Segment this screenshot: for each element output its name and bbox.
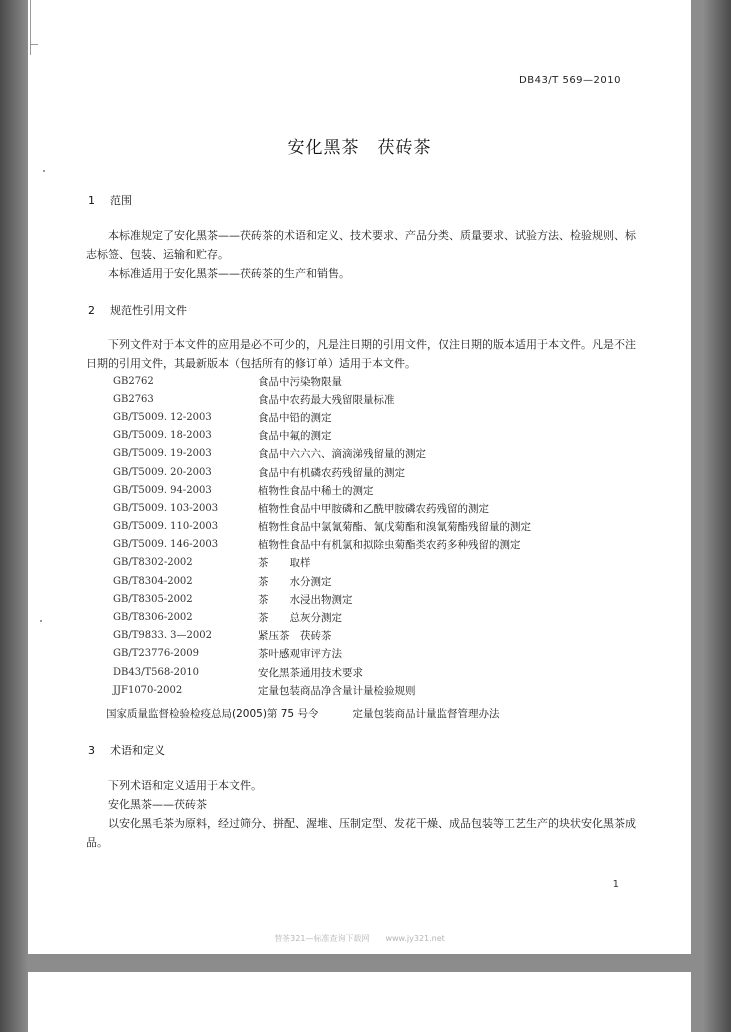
reference-item [113, 518, 653, 536]
reference-code: 国家质量监督检验检疫总局(2005)第 75 号令 [106, 708, 319, 720]
section-heading-normative [88, 302, 187, 318]
reference-title: 定量包装商品计量监督管理办法 [352, 708, 500, 720]
reference-title: 安化黑茶通用技术要求 [258, 666, 363, 679]
reference-code: GB/T8304-2002 [113, 575, 193, 587]
reference-title: 食品中六六六、滴滴涕残留量的测定 [258, 448, 426, 461]
reference-code: GB/T8305-2002 [113, 593, 193, 605]
reference-item [113, 554, 653, 572]
reference-item [113, 627, 653, 645]
reference-code: GB/T23776-2009 [113, 648, 200, 660]
reference-title: 植物性食品中有机氯和拟除虫菊酯类农药多种残留的测定 [258, 539, 521, 552]
reference-item [113, 390, 653, 408]
reference-item [113, 645, 653, 663]
reference-item [113, 408, 653, 426]
reference-code: GB/T5009. 12-2003 [113, 411, 212, 423]
reference-item [113, 463, 653, 481]
paragraph: 本标准规定了安化黑茶——茯砖茶的术语和定义、技术要求、产品分类、质量要求、试验方法、检验规则、标志标签、包装、运输和贮存。 [86, 229, 636, 261]
reference-code: GB/T8302-2002 [113, 557, 193, 569]
reference-code: GB2763 [113, 393, 154, 405]
reference-title: 茶 取样 [258, 557, 311, 570]
reference-item [113, 499, 653, 517]
paragraph: 下列术语和定义适用于本文件。 [108, 779, 262, 792]
reference-item [113, 572, 653, 590]
next-page [28, 972, 691, 1032]
document-page [28, 0, 691, 954]
section-number: 1 [88, 194, 95, 207]
reference-title: 食品中氟的测定 [258, 430, 332, 443]
reference-title: 食品中污染物限量 [258, 375, 342, 388]
reference-list [113, 372, 653, 699]
scan-speck [43, 170, 45, 172]
reference-code: GB/T5009. 18-2003 [113, 430, 212, 442]
reference-title: 定量包装商品净含量计量检验规则 [258, 684, 416, 697]
reference-item [113, 663, 653, 681]
section-number: 2 [88, 304, 95, 317]
reference-code: GB/T8306-2002 [113, 612, 193, 624]
reference-code: GB/T5009. 19-2003 [113, 448, 212, 460]
reference-item [113, 445, 653, 463]
reference-title: 茶 水浸出物测定 [258, 593, 353, 606]
reference-item [113, 681, 653, 699]
scan-speck [40, 620, 42, 622]
reference-item [113, 536, 653, 554]
document-title: 安化黑茶 茯砖茶 [287, 138, 432, 158]
reference-code: GB/T5009. 146-2003 [113, 539, 219, 551]
reference-code: GB/T5009. 20-2003 [113, 466, 212, 478]
reference-title: 紧压茶 茯砖茶 [258, 630, 332, 643]
page-number: 1 [612, 879, 619, 890]
reference-item [113, 608, 653, 626]
reference-title: 食品中铅的测定 [258, 411, 332, 424]
reference-code: JJF1070-2002 [113, 684, 183, 696]
margin-mark [30, 44, 38, 45]
section-number: 3 [88, 744, 95, 757]
section-title: 术语和定义 [110, 744, 165, 757]
reference-code: GB/T5009. 103-2003 [113, 502, 219, 514]
reference-code: GB/T9833. 3—2002 [113, 630, 212, 642]
reference-code: GB/T5009. 94-2003 [113, 484, 212, 496]
watermark: 替茶321—标准查询下载网 www.jy321.net [274, 934, 445, 943]
reference-item [113, 590, 653, 608]
reference-title: 茶 水分测定 [258, 575, 332, 588]
term-definition: 以安化黑毛茶为原料，经过筛分、拼配、渥堆、压制定型、发花干燥、成品包装等工艺生产的块状安化黑茶成品。 [86, 817, 636, 849]
reference-title: 植物性食品中稀土的测定 [258, 484, 374, 497]
terms-body [86, 776, 646, 852]
reference-title: 茶 总灰分测定 [258, 612, 342, 625]
reference-code: DB43/T568-2010 [113, 666, 200, 678]
reference-title: 植物性食品中甲胺磷和乙酰甲胺磷农药残留的测定 [258, 502, 489, 515]
paragraph: 下列文件对于本文件的应用是必不可少的，凡是注日期的引用文件，仅注日期的版本适用于本文件。凡是不注日期的引用文件，其最新版本（包括所有的修订单）适用于本文件。 [86, 338, 636, 370]
reference-title: 植物性食品中氯氰菊酯、氰戊菊酯和溴氰菊酯残留量的测定 [258, 521, 531, 534]
section-heading-scope [88, 192, 132, 208]
reference-item [113, 481, 653, 499]
reference-item [113, 427, 653, 445]
section-title: 规范性引用文件 [110, 304, 187, 317]
reference-title: 茶叶感观审评方法 [258, 648, 342, 661]
reference-title: 食品中有机磷农药残留量的测定 [258, 466, 405, 479]
standard-code: DB43/T 569—2010 [519, 75, 621, 86]
margin-mark [30, 0, 31, 55]
normative-intro [86, 335, 646, 373]
reference-code: GB2762 [113, 375, 154, 387]
reference-code: GB/T5009. 110-2003 [113, 521, 219, 533]
paragraph: 本标准适用于安化黑茶——茯砖茶的生产和销售。 [108, 267, 350, 280]
reference-item-decree [106, 706, 499, 721]
section-title: 范围 [110, 194, 132, 207]
term-name: 安化黑茶——茯砖茶 [108, 798, 207, 811]
reference-item [113, 372, 653, 390]
reference-title: 食品中农药最大残留限量标准 [258, 393, 395, 406]
section-heading-terms [88, 742, 165, 758]
scope-body [86, 226, 646, 283]
